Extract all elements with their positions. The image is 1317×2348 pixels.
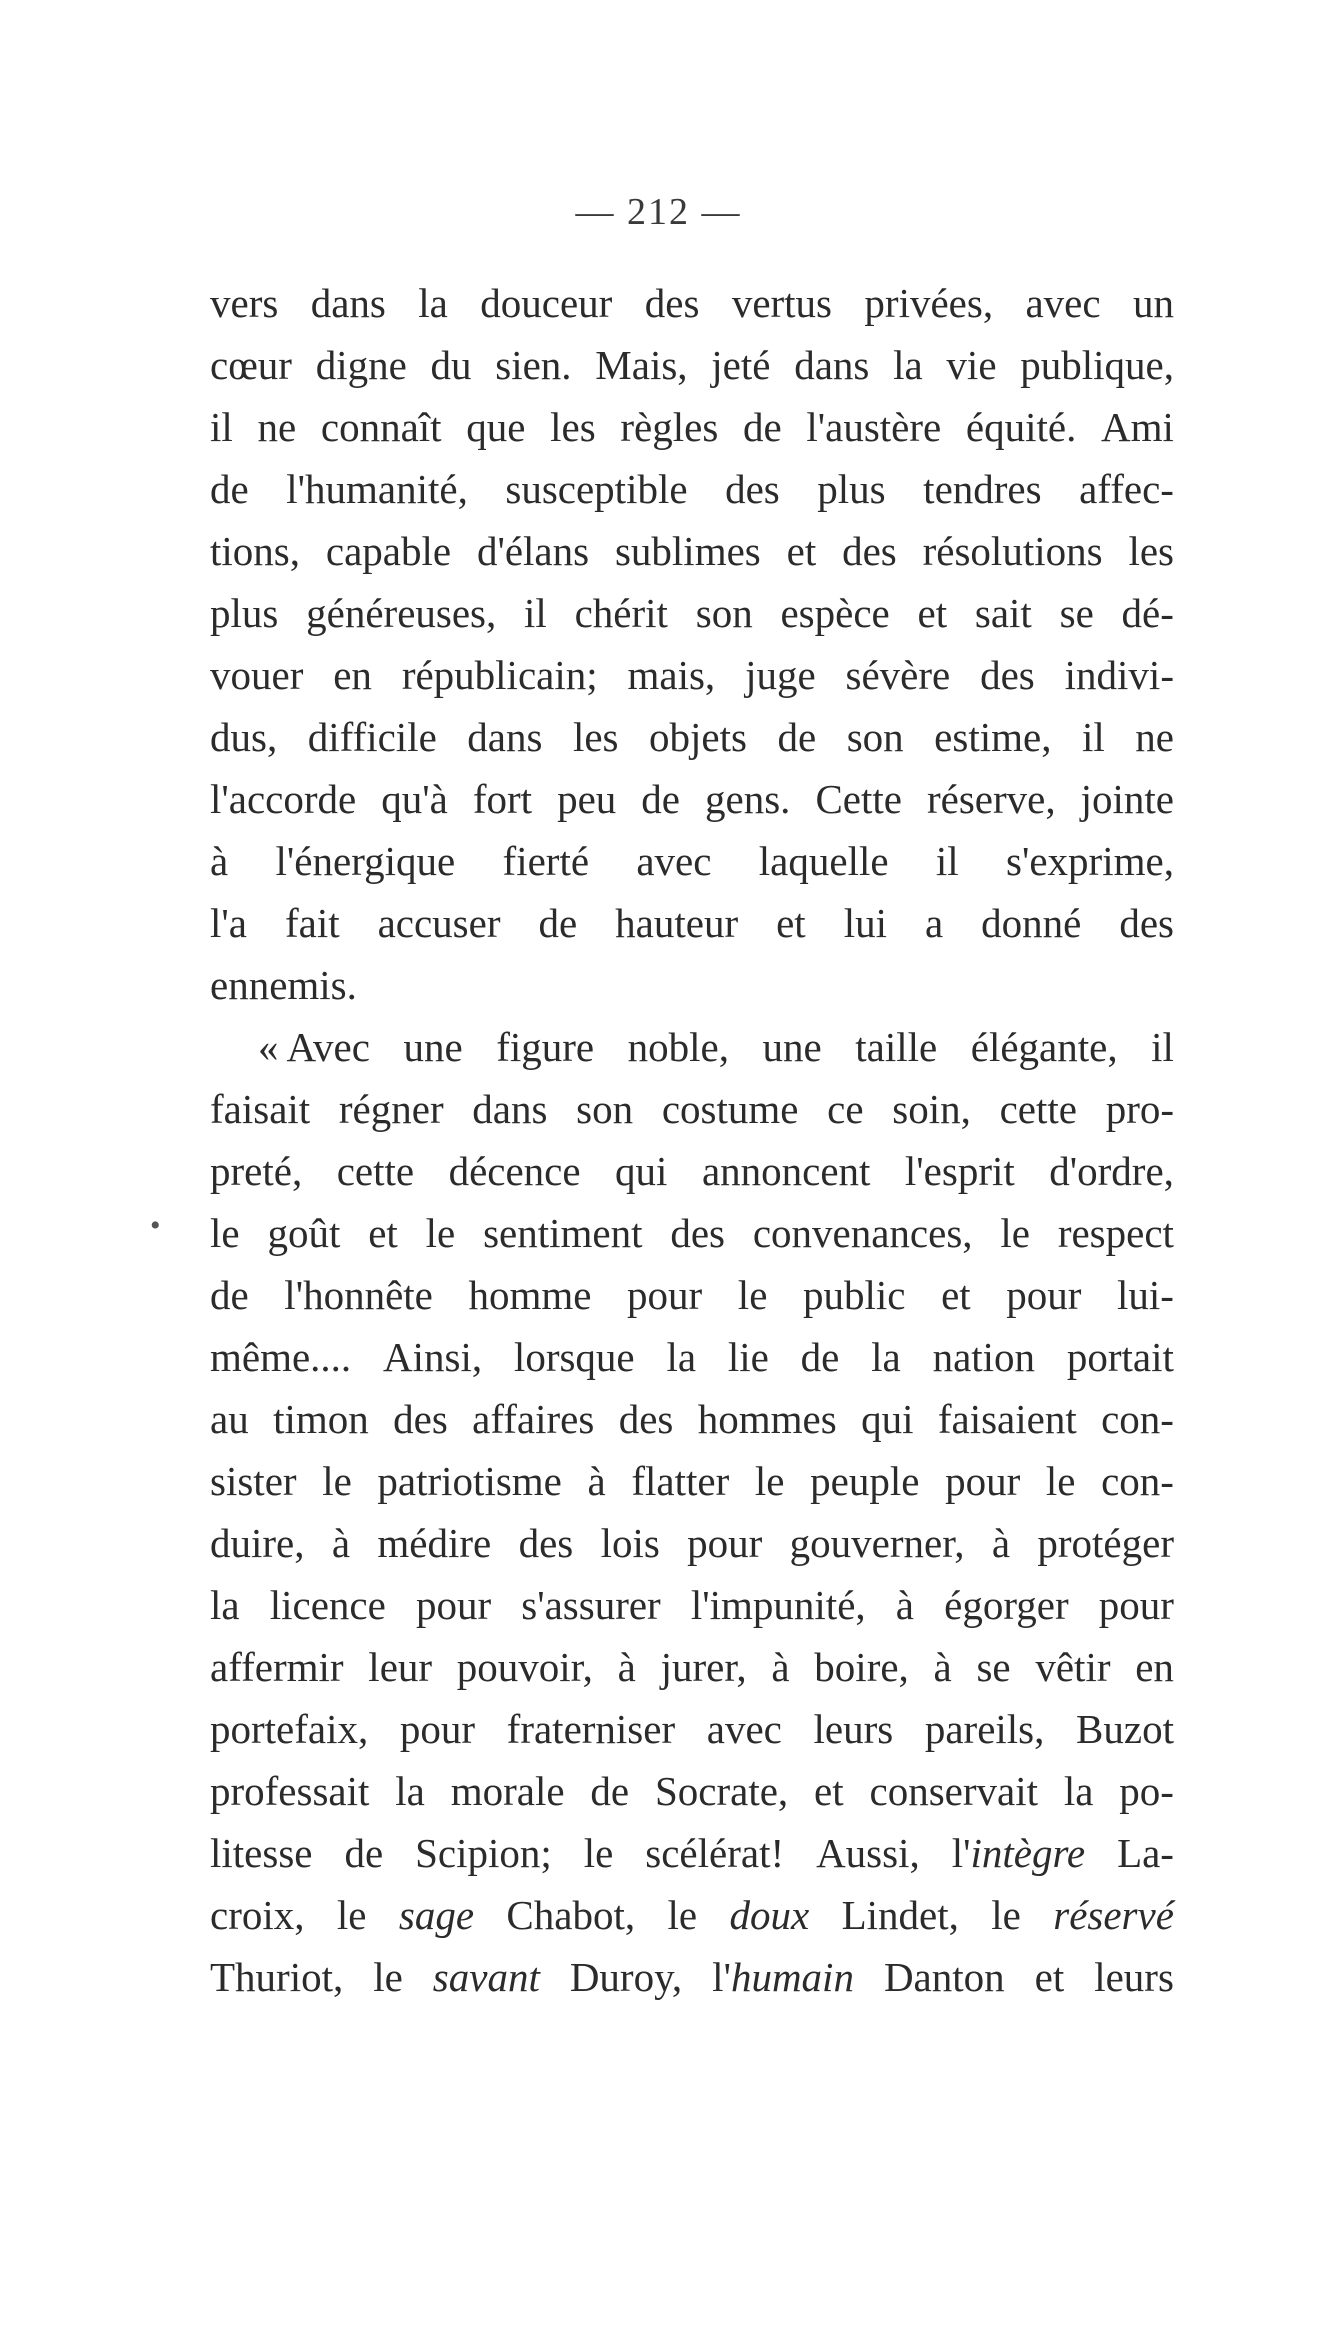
word: Buzot	[1076, 1706, 1174, 1752]
word: La-	[1117, 1830, 1174, 1876]
word: des	[618, 1396, 674, 1442]
text-line	[210, 1202, 1174, 1264]
word: avec	[636, 838, 712, 884]
word: son	[695, 590, 753, 636]
word: l'accorde	[210, 776, 357, 822]
word: espèce	[780, 590, 890, 636]
word: réserve,	[926, 776, 1056, 822]
word: sublimes	[614, 528, 761, 574]
word: costume	[661, 1086, 799, 1132]
word: la	[666, 1334, 697, 1380]
word: à	[331, 1520, 351, 1566]
word: règles	[620, 404, 719, 450]
word: généreuses,	[306, 590, 497, 636]
word: même....	[210, 1334, 352, 1380]
word: de	[210, 466, 249, 512]
word: la	[893, 342, 923, 388]
word: nation	[932, 1334, 1036, 1380]
word: pro-	[1105, 1086, 1174, 1132]
text-line	[210, 1078, 1174, 1140]
word: pouvoir,	[456, 1644, 593, 1690]
word: de	[344, 1830, 384, 1876]
word: privées,	[864, 280, 994, 326]
word: dans	[472, 1086, 548, 1132]
margin-mark: •	[150, 1209, 161, 1242]
word: le	[210, 1210, 240, 1256]
word: les	[1128, 528, 1174, 574]
word: lui	[843, 900, 887, 946]
word: le	[1000, 1210, 1030, 1256]
word: s'exprime,	[1006, 838, 1174, 884]
word: le	[583, 1830, 614, 1876]
word: pour	[1098, 1582, 1174, 1628]
word: leurs	[813, 1706, 894, 1752]
word: con-	[1101, 1458, 1174, 1504]
word: affaires	[472, 1396, 595, 1442]
word: les	[550, 404, 596, 450]
word: le	[425, 1210, 456, 1256]
word: Chabot,	[506, 1892, 636, 1938]
word: ennemis.	[210, 962, 357, 1008]
word: un	[1132, 280, 1174, 326]
word: de	[538, 900, 578, 946]
word: leur	[368, 1644, 433, 1690]
word: de	[641, 776, 680, 822]
word: sien.	[495, 342, 572, 388]
word: des	[1119, 900, 1174, 946]
text-line	[210, 458, 1174, 520]
word: a	[924, 900, 944, 946]
word: licence	[269, 1582, 386, 1628]
word: dus,	[210, 714, 278, 760]
word: vêtir	[1035, 1644, 1111, 1690]
word: peuple	[810, 1458, 920, 1504]
word: au	[210, 1396, 249, 1442]
word: respect	[1057, 1210, 1174, 1256]
word: digne	[315, 342, 407, 388]
word: le	[991, 1892, 1021, 1938]
word: cœur	[210, 342, 292, 388]
word: l'énergique	[275, 838, 456, 884]
word: et	[776, 900, 806, 946]
word: juge	[745, 652, 816, 698]
word: pour	[627, 1272, 703, 1318]
word: chérit	[574, 590, 668, 636]
text-line	[210, 1140, 1174, 1202]
word: dans	[467, 714, 543, 760]
text-line	[210, 396, 1174, 458]
word: fort	[472, 776, 533, 822]
word: le	[322, 1458, 352, 1504]
word: jointe	[1080, 776, 1174, 822]
text-line	[210, 1698, 1174, 1760]
text-line	[210, 706, 1174, 768]
text-line	[210, 520, 1174, 582]
text-line	[210, 1760, 1174, 1822]
word: la	[210, 1582, 240, 1628]
word: convenances,	[752, 1210, 973, 1256]
word: homme	[468, 1272, 592, 1318]
word: professait	[210, 1768, 370, 1814]
word: l'a	[210, 900, 247, 946]
word: faisait	[210, 1086, 311, 1132]
word: et	[917, 590, 948, 636]
word: gens.	[705, 776, 791, 822]
word: une	[762, 1024, 822, 1070]
text-line	[210, 830, 1174, 892]
word: avec	[1025, 280, 1101, 326]
word: en	[333, 652, 372, 698]
word: d'élans	[476, 528, 590, 574]
word: indivi-	[1064, 652, 1174, 698]
word: savant	[432, 1954, 540, 2000]
word: Scipion;	[415, 1830, 552, 1876]
word: il	[524, 590, 547, 636]
word: objets	[649, 714, 747, 760]
word: accuser	[377, 900, 501, 946]
body-text	[210, 272, 1174, 2008]
word: élégante,	[970, 1024, 1118, 1070]
word: sentiment	[483, 1210, 643, 1256]
word: taille	[855, 1024, 938, 1070]
word: vertus	[731, 280, 833, 326]
word: la	[395, 1768, 425, 1814]
text-line	[210, 1450, 1174, 1512]
word: tions,	[210, 528, 300, 574]
word: l'impunité,	[690, 1582, 866, 1628]
text-line	[210, 1884, 1174, 1946]
word: sait	[974, 590, 1032, 636]
word: litesse	[210, 1830, 313, 1876]
word: une	[403, 1024, 463, 1070]
text-line	[210, 582, 1174, 644]
word: des	[725, 466, 780, 512]
word: des	[644, 280, 700, 326]
word: son	[846, 714, 904, 760]
text-line	[210, 1388, 1174, 1450]
word: donné	[981, 900, 1082, 946]
word: régner	[338, 1086, 444, 1132]
text-line	[210, 1264, 1174, 1326]
word: vers	[210, 280, 279, 326]
word: des	[518, 1520, 574, 1566]
word: goût	[267, 1210, 341, 1256]
word: Thuriot,	[210, 1954, 344, 2000]
word: résolutions	[922, 528, 1103, 574]
word: plus	[210, 590, 279, 636]
word: connaît	[320, 404, 442, 450]
word: le	[754, 1458, 785, 1504]
word: leurs	[1094, 1954, 1174, 2000]
word: qui	[861, 1396, 914, 1442]
word: affec-	[1079, 466, 1174, 512]
word: capable	[325, 528, 452, 574]
text-line	[210, 334, 1174, 396]
word: pour	[687, 1520, 763, 1566]
word: Aussi,	[816, 1830, 920, 1876]
word: Danton	[883, 1954, 1005, 2000]
word: la	[1063, 1768, 1094, 1814]
word: de	[210, 1272, 249, 1318]
text-line	[210, 1636, 1174, 1698]
word: lois	[600, 1520, 660, 1566]
text-line	[210, 892, 1174, 954]
word: le	[336, 1892, 367, 1938]
text-line	[210, 1574, 1174, 1636]
word: l'humain	[712, 1954, 854, 2000]
text-line	[210, 1946, 1174, 2008]
word: Socrate,	[654, 1768, 789, 1814]
word: à	[933, 1644, 952, 1690]
word: pour	[399, 1706, 476, 1752]
word: flatter	[631, 1458, 730, 1504]
word: les	[572, 714, 619, 760]
word: lui-	[1117, 1272, 1174, 1318]
word: po-	[1119, 1768, 1174, 1814]
word: s'assurer	[521, 1582, 661, 1628]
word: réservé	[1053, 1892, 1174, 1938]
word: Mais,	[595, 342, 688, 388]
word: médire	[377, 1520, 492, 1566]
word: que	[466, 404, 526, 450]
word: fraterniser	[506, 1706, 676, 1752]
word: à	[895, 1582, 914, 1628]
word: des	[980, 652, 1035, 698]
word: doux	[729, 1892, 810, 1938]
word: en	[1135, 1644, 1174, 1690]
text-line	[210, 954, 1174, 1016]
word: de	[590, 1768, 630, 1814]
word: cette	[999, 1086, 1077, 1132]
word: la	[418, 280, 448, 326]
word: vie	[946, 342, 997, 388]
word: difficile	[307, 714, 437, 760]
word: la	[871, 1334, 901, 1380]
word: à	[210, 838, 229, 884]
word: peu	[557, 776, 617, 822]
word: sévère	[845, 652, 951, 698]
word: ne	[257, 404, 297, 450]
word: lorsque	[513, 1334, 635, 1380]
word: morale	[450, 1768, 565, 1814]
word: le	[737, 1272, 768, 1318]
word: à	[771, 1644, 790, 1690]
word: Ami	[1101, 404, 1174, 450]
word: fait	[284, 900, 340, 946]
word: l'humanité,	[286, 466, 468, 512]
word: susceptible	[505, 466, 688, 512]
word: douceur	[480, 280, 613, 326]
word: de	[742, 404, 782, 450]
word: Lindet,	[841, 1892, 959, 1938]
word: il	[1081, 714, 1105, 760]
word: faisaient	[937, 1396, 1077, 1442]
word: son	[576, 1086, 634, 1132]
word: Ainsi,	[383, 1334, 483, 1380]
text-line	[210, 644, 1174, 706]
word: avec	[706, 1706, 782, 1752]
word: de	[800, 1334, 840, 1380]
word: portefaix,	[210, 1706, 369, 1752]
word: se	[1059, 590, 1094, 636]
word: scélérat!	[645, 1830, 785, 1876]
word: duire,	[210, 1520, 305, 1566]
word: « Avec	[258, 1024, 370, 1070]
word: tendres	[923, 466, 1042, 512]
text-line	[210, 1512, 1174, 1574]
word: républicain;	[401, 652, 598, 698]
word: cette	[336, 1148, 415, 1194]
word: dans	[794, 342, 870, 388]
word: pareils,	[924, 1706, 1045, 1752]
word: hommes	[697, 1396, 837, 1442]
word: jeté	[711, 342, 771, 388]
text-line	[210, 272, 1174, 334]
word: le	[1045, 1458, 1076, 1504]
word: qui	[615, 1148, 668, 1194]
word: soin,	[892, 1086, 971, 1132]
word: mais,	[627, 652, 716, 698]
word: décence	[448, 1148, 581, 1194]
word: et	[941, 1272, 971, 1318]
word: il	[935, 838, 959, 884]
word: annoncent	[701, 1148, 871, 1194]
word: des	[393, 1396, 448, 1442]
word: conservait	[869, 1768, 1038, 1814]
word: sister	[210, 1458, 297, 1504]
word: pour	[945, 1458, 1021, 1504]
word: le	[373, 1954, 403, 2000]
word: preté,	[210, 1148, 303, 1194]
word: dans	[310, 280, 386, 326]
word: hauteur	[615, 900, 739, 946]
word: estime,	[934, 714, 1052, 760]
word: ce	[827, 1086, 864, 1132]
word: plus	[817, 466, 886, 512]
word: sage	[398, 1892, 475, 1938]
word: de	[777, 714, 817, 760]
word: boire,	[814, 1644, 909, 1690]
text-line	[210, 1016, 1174, 1078]
word: à	[617, 1644, 636, 1690]
text-line	[210, 1822, 1174, 1884]
word: portait	[1066, 1334, 1174, 1380]
word: le	[667, 1892, 698, 1938]
word: vouer	[210, 652, 304, 698]
word: noble,	[627, 1024, 729, 1070]
word: se	[976, 1644, 1011, 1690]
word: fierté	[502, 838, 590, 884]
word: du	[430, 342, 472, 388]
word: public	[802, 1272, 906, 1318]
word: des	[670, 1210, 725, 1256]
word: qu'à	[381, 776, 448, 822]
word: croix,	[210, 1892, 305, 1938]
word: d'ordre,	[1049, 1148, 1174, 1194]
word: et	[1034, 1954, 1065, 2000]
word: con-	[1101, 1396, 1174, 1442]
word: et	[814, 1768, 844, 1814]
word: Cette	[815, 776, 902, 822]
word: équité.	[965, 404, 1077, 450]
page-number: — 212 —	[575, 191, 742, 233]
text-line	[210, 768, 1174, 830]
word: il	[210, 404, 233, 450]
text-line	[210, 1326, 1174, 1388]
word: des	[842, 528, 897, 574]
word: protéger	[1037, 1520, 1174, 1566]
word: laquelle	[758, 838, 889, 884]
word: jurer,	[660, 1644, 747, 1690]
word: et	[368, 1210, 398, 1256]
word: et	[786, 528, 817, 574]
word: lie	[727, 1334, 769, 1380]
word: l'austère	[806, 404, 942, 450]
word: patriotisme	[377, 1458, 562, 1504]
word: ne	[1135, 714, 1174, 760]
word: à	[991, 1520, 1011, 1566]
word: l'intègre	[951, 1830, 1086, 1876]
word: gouverner,	[789, 1520, 965, 1566]
word: figure	[496, 1024, 595, 1070]
word: publique,	[1020, 342, 1174, 388]
word: l'honnête	[284, 1272, 433, 1318]
word: Duroy,	[569, 1954, 683, 2000]
word: pour	[415, 1582, 492, 1628]
word: égorger	[944, 1582, 1069, 1628]
word: pour	[1006, 1272, 1082, 1318]
word: il	[1151, 1024, 1174, 1070]
word: affermir	[210, 1644, 344, 1690]
word: timon	[273, 1396, 369, 1442]
word: à	[587, 1458, 606, 1504]
word: l'esprit	[904, 1148, 1015, 1194]
word: dé-	[1121, 590, 1174, 636]
